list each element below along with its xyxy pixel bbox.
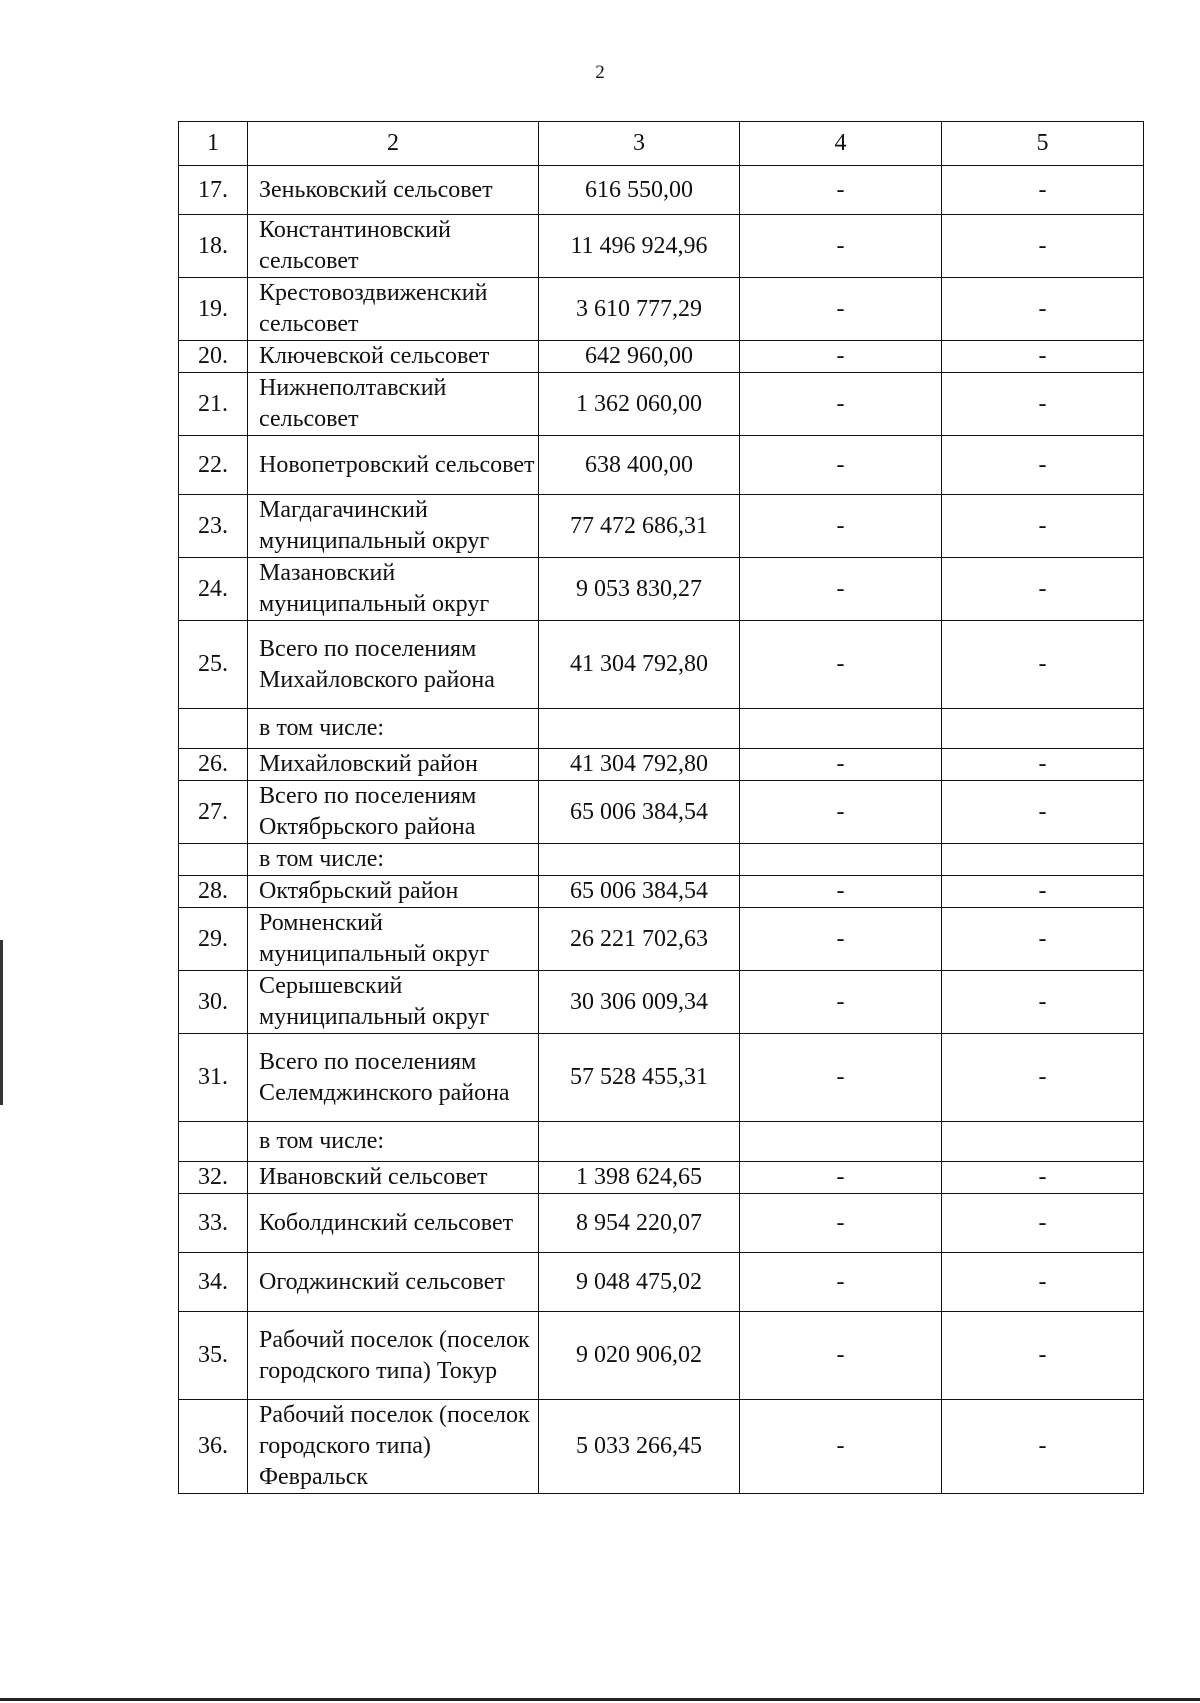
row-number: 33. xyxy=(179,1194,248,1253)
row-value: 30 306 009,34 xyxy=(539,971,740,1034)
header-col-5: 5 xyxy=(942,122,1144,166)
table-row xyxy=(179,749,1144,781)
row-number: 26. xyxy=(179,749,248,781)
row-value: 9 020 906,02 xyxy=(539,1312,740,1400)
row-number: 17. xyxy=(179,166,248,215)
row-col4: - xyxy=(740,341,942,373)
row-number: 27. xyxy=(179,781,248,844)
row-value: 26 221 702,63 xyxy=(539,908,740,971)
row-col5: - xyxy=(942,1194,1144,1253)
budget-table xyxy=(178,121,1144,1494)
row-col5: - xyxy=(942,876,1144,908)
table-row xyxy=(179,1162,1144,1194)
row-number xyxy=(179,709,248,749)
row-name: Огоджинский сельсовет xyxy=(248,1253,539,1312)
row-name: Константиновский сельсовет xyxy=(248,215,539,278)
row-col4: - xyxy=(740,1400,942,1494)
row-col5: - xyxy=(942,908,1144,971)
row-number: 24. xyxy=(179,558,248,621)
table-row xyxy=(179,558,1144,621)
row-value: 11 496 924,96 xyxy=(539,215,740,278)
row-col4: - xyxy=(740,1034,942,1122)
row-col4: - xyxy=(740,495,942,558)
row-value: 616 550,00 xyxy=(539,166,740,215)
row-col4: - xyxy=(740,278,942,341)
page-number: 2 xyxy=(595,62,605,83)
row-number: 34. xyxy=(179,1253,248,1312)
header-col-4: 4 xyxy=(740,122,942,166)
table-row xyxy=(179,781,1144,844)
row-value: 65 006 384,54 xyxy=(539,876,740,908)
row-name: Коболдинский сельсовет xyxy=(248,1194,539,1253)
row-value xyxy=(539,709,740,749)
row-col4: - xyxy=(740,749,942,781)
row-number: 35. xyxy=(179,1312,248,1400)
table-row xyxy=(179,971,1144,1034)
row-col5: - xyxy=(942,621,1144,709)
row-col5: - xyxy=(942,1400,1144,1494)
row-name: в том числе: xyxy=(248,709,539,749)
row-name: Серышевский муниципальный округ xyxy=(248,971,539,1034)
table-row xyxy=(179,1122,1144,1162)
table-row xyxy=(179,1253,1144,1312)
row-col4: - xyxy=(740,1194,942,1253)
row-col5: - xyxy=(942,278,1144,341)
row-value xyxy=(539,1122,740,1162)
row-name: Ключевской сельсовет xyxy=(248,341,539,373)
row-value: 5 033 266,45 xyxy=(539,1400,740,1494)
row-name: в том числе: xyxy=(248,844,539,876)
row-number: 23. xyxy=(179,495,248,558)
row-name: Рабочий поселок (поселок городского типа) Токур xyxy=(248,1312,539,1400)
table-row xyxy=(179,341,1144,373)
table-row xyxy=(179,1034,1144,1122)
row-value: 57 528 455,31 xyxy=(539,1034,740,1122)
row-value: 642 960,00 xyxy=(539,341,740,373)
row-name: Рабочий поселок (поселок городского типа) Февральск xyxy=(248,1400,539,1494)
row-number: 28. xyxy=(179,876,248,908)
row-number: 20. xyxy=(179,341,248,373)
row-value: 65 006 384,54 xyxy=(539,781,740,844)
row-name: Нижнеполтавский сельсовет xyxy=(248,373,539,436)
row-col4: - xyxy=(740,621,942,709)
row-col4: - xyxy=(740,781,942,844)
row-name: Всего по поселениям Октябрьского района xyxy=(248,781,539,844)
row-number: 25. xyxy=(179,621,248,709)
row-value: 41 304 792,80 xyxy=(539,621,740,709)
row-col4: - xyxy=(740,876,942,908)
row-col5 xyxy=(942,844,1144,876)
table-row xyxy=(179,373,1144,436)
row-name: Михайловский район xyxy=(248,749,539,781)
row-number: 31. xyxy=(179,1034,248,1122)
row-number xyxy=(179,1122,248,1162)
row-name: Ивановский сельсовет xyxy=(248,1162,539,1194)
row-col4 xyxy=(740,844,942,876)
table-header-row xyxy=(179,122,1144,166)
table-row xyxy=(179,166,1144,215)
row-col5: - xyxy=(942,749,1144,781)
row-value: 1 398 624,65 xyxy=(539,1162,740,1194)
row-col5: - xyxy=(942,495,1144,558)
row-col4: - xyxy=(740,1162,942,1194)
table-row xyxy=(179,1312,1144,1400)
row-name: Ромненский муниципальный округ xyxy=(248,908,539,971)
row-col5: - xyxy=(942,781,1144,844)
row-name: Всего по поселениям Михайловского района xyxy=(248,621,539,709)
table-row xyxy=(179,495,1144,558)
row-col4 xyxy=(740,1122,942,1162)
row-number: 22. xyxy=(179,436,248,495)
row-value: 1 362 060,00 xyxy=(539,373,740,436)
header-col-1: 1 xyxy=(179,122,248,166)
table-row xyxy=(179,876,1144,908)
row-col4: - xyxy=(740,558,942,621)
row-name: Всего по поселениям Селемджинского района xyxy=(248,1034,539,1122)
row-name: Новопетровский сельсовет xyxy=(248,436,539,495)
table-row xyxy=(179,278,1144,341)
row-col5: - xyxy=(942,341,1144,373)
table-row xyxy=(179,436,1144,495)
row-number: 32. xyxy=(179,1162,248,1194)
row-col4 xyxy=(740,709,942,749)
row-col5: - xyxy=(942,971,1144,1034)
row-value: 77 472 686,31 xyxy=(539,495,740,558)
row-number: 36. xyxy=(179,1400,248,1494)
row-col5: - xyxy=(942,373,1144,436)
row-col4: - xyxy=(740,215,942,278)
row-name: Мазановский муниципальный округ xyxy=(248,558,539,621)
table-row xyxy=(179,1194,1144,1253)
row-name: Зеньковский сельсовет xyxy=(248,166,539,215)
row-value: 8 954 220,07 xyxy=(539,1194,740,1253)
table-row xyxy=(179,709,1144,749)
scan-bottom-edge xyxy=(0,1698,1200,1701)
row-col5: - xyxy=(942,436,1144,495)
row-col4: - xyxy=(740,908,942,971)
row-number: 18. xyxy=(179,215,248,278)
row-col5: - xyxy=(942,166,1144,215)
row-col4: - xyxy=(740,373,942,436)
header-col-2: 2 xyxy=(248,122,539,166)
scan-margin-mark xyxy=(0,940,3,1105)
row-col4: - xyxy=(740,971,942,1034)
row-value: 9 053 830,27 xyxy=(539,558,740,621)
row-name: Магдагачинский муниципальный округ xyxy=(248,495,539,558)
table-row xyxy=(179,621,1144,709)
table-body xyxy=(179,122,1144,1494)
table-row xyxy=(179,908,1144,971)
row-number: 19. xyxy=(179,278,248,341)
row-col4: - xyxy=(740,1312,942,1400)
row-col5: - xyxy=(942,215,1144,278)
row-number: 21. xyxy=(179,373,248,436)
row-col5: - xyxy=(942,1253,1144,1312)
row-value: 638 400,00 xyxy=(539,436,740,495)
row-col5: - xyxy=(942,1034,1144,1122)
row-name: Крестовоздвиженский сельсовет xyxy=(248,278,539,341)
row-value: 3 610 777,29 xyxy=(539,278,740,341)
row-col4: - xyxy=(740,1253,942,1312)
row-col4: - xyxy=(740,166,942,215)
row-col5: - xyxy=(942,1312,1144,1400)
row-value: 9 048 475,02 xyxy=(539,1253,740,1312)
row-col5: - xyxy=(942,558,1144,621)
row-value xyxy=(539,844,740,876)
header-col-3: 3 xyxy=(539,122,740,166)
row-col4: - xyxy=(740,436,942,495)
row-value: 41 304 792,80 xyxy=(539,749,740,781)
row-name: в том числе: xyxy=(248,1122,539,1162)
row-col5 xyxy=(942,709,1144,749)
row-number: 29. xyxy=(179,908,248,971)
row-col5 xyxy=(942,1122,1144,1162)
row-number: 30. xyxy=(179,971,248,1034)
row-name: Октябрьский район xyxy=(248,876,539,908)
table-row xyxy=(179,844,1144,876)
table-row xyxy=(179,1400,1144,1494)
table-row xyxy=(179,215,1144,278)
row-number xyxy=(179,844,248,876)
row-col5: - xyxy=(942,1162,1144,1194)
